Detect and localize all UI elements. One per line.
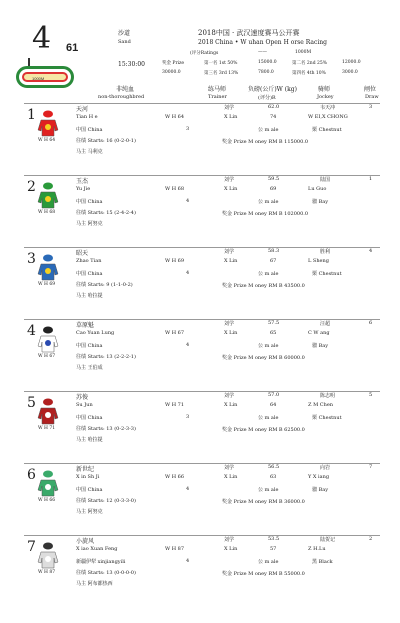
horse-rating: 69 [270, 186, 277, 192]
jockey-en: Z H.Lu [308, 546, 326, 552]
jockey-en: L Sheng [308, 258, 329, 264]
place-2-amount: 12000.0 [342, 60, 361, 65]
jockey-en: W EI,X CHONG [308, 114, 348, 120]
horse-code: W H 87 [165, 546, 185, 552]
horse-name-en: X iao Xuan Feng [76, 546, 118, 552]
horse-origin: 中国 China [76, 199, 103, 205]
horse-color: 栗 Chestnut [312, 127, 342, 133]
jockey-cn: 韦天冲 [320, 105, 336, 111]
place-1-amount: 15000.0 [258, 60, 277, 65]
silk-number: W H 66 [38, 498, 56, 503]
track-diagram [16, 66, 74, 88]
place-1: 第一名 1st 50% [204, 61, 238, 66]
horse-sex: 公 m ale [258, 559, 279, 565]
jockey-silk-icon [36, 470, 60, 498]
finish-position: 4 [27, 323, 36, 339]
trainer-en: X Lin [224, 474, 238, 480]
jockey-cn: 陈志明 [320, 393, 336, 399]
horse-starts: 往绩 Starts: 13 (0-2-3-3) [76, 426, 136, 432]
finish-position: 3 [27, 251, 36, 267]
horse-sex: 公 m ale [258, 487, 279, 493]
trainer-en: X Lin [224, 186, 238, 192]
race-title-en: 2018 China • W uhan Open H orse Racing [198, 39, 327, 46]
trainer-cn: 刘学 [224, 537, 235, 543]
horse-name-en: Cao Yuan Lung [76, 330, 115, 336]
jockey-en: Z M Chen [308, 402, 333, 408]
horse-age: 3 [186, 126, 190, 132]
horse-prize: 奖金 Prize M oney RM B 55000.0 [222, 571, 305, 577]
horse-prize: 奖金 Prize M oney RM B 36000.0 [222, 499, 305, 505]
horse-rating: 57 [270, 546, 277, 552]
horse-code: W H 69 [165, 258, 185, 264]
silk-number: W H 68 [38, 210, 56, 215]
header-trainer-cn: 练马师 [208, 86, 227, 93]
trainer-en: X Lin [224, 114, 238, 120]
horse-sex: 公 m ale [258, 127, 279, 133]
horse-owner: 马主 王伯成 [76, 365, 103, 371]
finish-position: 2 [27, 179, 36, 195]
horse-origin: 中国 China [76, 487, 103, 493]
horse-name-cn: 新世纪 [76, 466, 95, 473]
finish-position: 5 [27, 395, 36, 411]
horse-name-en: Zhao Tian [76, 258, 102, 264]
rating-dash: —— [258, 50, 267, 55]
horse-name-cn: 小旋风 [76, 538, 95, 545]
draw-number: 1 [369, 176, 373, 182]
horse-age: 4 [186, 342, 190, 348]
horse-starts: 往绩 Starts: 15 (2-4-2-4) [76, 210, 136, 216]
jockey-silk-icon [36, 326, 60, 354]
horse-rating: 63 [270, 474, 277, 480]
horse-rating: 74 [270, 114, 277, 120]
draw-number: 4 [369, 248, 373, 254]
horse-code: W H 71 [165, 402, 185, 408]
horse-rating: 65 [270, 330, 277, 336]
jockey-silk-icon [36, 110, 60, 138]
jockey-en: Y X iang [308, 474, 330, 480]
trainer-cn: 刘学 [224, 393, 235, 399]
horse-owner: 马主 哈拉提 [76, 437, 103, 443]
jockey-silk-icon [36, 542, 60, 570]
silk-number: W H 69 [38, 282, 56, 287]
jockey-cn: 向岩 [320, 465, 331, 471]
header-jockey-en: Jockey [317, 94, 334, 100]
carried-weight: 53.5 [268, 536, 280, 542]
silk-number: W H 67 [38, 354, 56, 359]
horse-age: 4 [186, 486, 190, 492]
draw-number: 2 [369, 536, 373, 542]
carried-weight: 62.0 [268, 104, 280, 110]
horse-age: 4 [186, 198, 190, 204]
horse-owner: 马主 阿努克 [76, 509, 103, 515]
jockey-silk-icon [36, 254, 60, 282]
carried-weight: 56.5 [268, 464, 280, 470]
horse-starts: 往绩 Starts: 13 (2-2-2-1) [76, 354, 136, 360]
horse-name-cn: 玉杰 [76, 178, 89, 185]
horse-name-cn: 昭天 [76, 250, 89, 257]
horse-name-en: Tian H e [76, 114, 98, 120]
track-label: 1000M [32, 76, 45, 81]
horse-prize: 奖金 Prize M oney RM B 102000.0 [222, 211, 309, 217]
trainer-en: X Lin [224, 258, 238, 264]
place-3-amount: 7800.0 [258, 70, 274, 75]
horse-code: W H 67 [165, 330, 185, 336]
jockey-silk-icon [36, 398, 60, 426]
race-title-cn: 2018中国 · 武汉速度赛马公开赛 [198, 29, 300, 37]
jockey-cn: 陆贺记 [320, 537, 336, 543]
draw-number: 7 [369, 464, 373, 470]
horse-name-cn: 草原魁 [76, 322, 95, 329]
header-trainer-en: Trainer [208, 94, 227, 100]
horse-color: 栗 Chestnut [312, 271, 342, 277]
horse-owner: 马主 阿布都热西 [76, 581, 113, 587]
jockey-cn: 汪超 [320, 321, 331, 327]
horse-color: 骝 Bay [312, 487, 329, 493]
draw-number: 6 [369, 320, 373, 326]
header-draw-en: Draw [365, 94, 379, 100]
horse-name-cn: 天河 [76, 106, 89, 113]
trainer-cn: 刘学 [224, 105, 235, 111]
trainer-cn: 刘学 [224, 465, 235, 471]
header-weight-en: (评分)R [258, 95, 276, 101]
horse-origin: 中国 China [76, 127, 103, 133]
horse-starts: 往绩 Starts: 9 (1-1-0-2) [76, 282, 133, 288]
silk-number: W H 64 [38, 138, 56, 143]
trainer-en: X Lin [224, 330, 238, 336]
horse-code: W H 64 [165, 114, 185, 120]
horse-sex: 公 m ale [258, 415, 279, 421]
silk-number: W H 87 [38, 570, 56, 575]
category-en: non-thoroughbred [98, 94, 145, 100]
horse-owner: 马主 哈拉提 [76, 293, 103, 299]
surface-en: Sand [118, 39, 131, 45]
horse-origin: 中国 China [76, 343, 103, 349]
header-weight-cn: 负磅(公斤)W (kg) [248, 86, 297, 93]
horse-sex: 公 m ale [258, 343, 279, 349]
horse-starts: 往绩 Starts: 13 (0-0-0-0) [76, 570, 136, 576]
horse-color: 栗 Chestnut [312, 415, 342, 421]
horse-age: 4 [186, 270, 190, 276]
horse-rating: 67 [270, 258, 277, 264]
horse-owner: 马主 马利克 [76, 149, 103, 155]
race-subnumber: 61 [66, 42, 79, 54]
finish-position: 7 [27, 539, 36, 555]
jockey-en: Lu Guo [308, 186, 327, 192]
horse-prize: 奖金 Prize M oney RM B 115000.0 [222, 139, 309, 145]
horse-name-en: Yu Jie [76, 186, 91, 192]
horse-prize: 奖金 Prize M oney RM B 60000.0 [222, 355, 305, 361]
horse-color: 骝 Bay [312, 343, 329, 349]
race-number: 4 [32, 21, 52, 56]
trainer-cn: 刘学 [224, 321, 235, 327]
horse-origin: 新疆伊犁 xinjiangyili [76, 559, 126, 565]
trainer-cn: 刘学 [224, 177, 235, 183]
finish-position: 1 [27, 107, 36, 123]
header-draw-cn: 闸位 [364, 86, 377, 93]
prize-label: 奖金 Prize [162, 61, 185, 66]
race-distance: 1000M [295, 50, 312, 55]
draw-number: 3 [369, 104, 373, 110]
horse-name-cn: 苏俊 [76, 394, 89, 401]
finish-position: 6 [27, 467, 36, 483]
place-4-amount: 3000.0 [342, 70, 358, 75]
carried-weight: 57.5 [268, 320, 280, 326]
horse-age: 4 [186, 558, 190, 564]
horse-rating: 64 [270, 402, 277, 408]
place-2: 第二名 2nd 25% [292, 61, 328, 66]
jockey-cn: 陆国 [320, 177, 331, 183]
horse-sex: 公 m ale [258, 199, 279, 205]
jockey-en: C W ang [308, 330, 330, 336]
horse-owner: 马主 阿努克 [76, 221, 103, 227]
horse-prize: 奖金 Prize M oney RM B 43500.0 [222, 283, 305, 289]
horse-name-en: X in Sh Ji [76, 474, 100, 480]
horse-code: W H 68 [165, 186, 185, 192]
horse-origin: 中国 China [76, 271, 103, 277]
jockey-cn: 胜利 [320, 249, 331, 255]
horse-starts: 往绩 Starts: 12 (0-3-3-0) [76, 498, 136, 504]
horse-name-en: Su Jun [76, 402, 93, 408]
draw-number: 5 [369, 392, 373, 398]
carried-weight: 59.5 [268, 176, 280, 182]
jockey-silk-icon [36, 182, 60, 210]
place-4: 第四名 4th 10% [292, 71, 326, 76]
carried-weight: 58.3 [268, 248, 280, 254]
header-jockey-cn: 骑师 [318, 86, 331, 93]
carried-weight: 57.0 [268, 392, 280, 398]
horse-prize: 奖金 Prize M oney RM B 62500.0 [222, 427, 305, 433]
place-3: 第三名 3rd 13% [204, 71, 239, 76]
horse-color: 骝 Bay [312, 199, 329, 205]
horse-code: W H 66 [165, 474, 185, 480]
horse-starts: 往绩 Starts: 16 (0-2-0-1) [76, 138, 136, 144]
category-cn: 非纯血 [116, 86, 135, 93]
trainer-en: X Lin [224, 402, 238, 408]
prize-total: 30000.0 [162, 70, 181, 75]
trainer-cn: 刘学 [224, 249, 235, 255]
horse-age: 3 [186, 414, 190, 420]
race-time: 15:30:00 [118, 61, 145, 68]
silk-number: W H 71 [38, 426, 56, 431]
rating-label: (评分Ratings [190, 51, 219, 56]
horse-color: 黑 Black [312, 559, 333, 565]
trainer-en: X Lin [224, 546, 238, 552]
horse-sex: 公 m ale [258, 271, 279, 277]
horse-origin: 中国 China [76, 415, 103, 421]
surface-cn: 沙道 [118, 30, 131, 37]
